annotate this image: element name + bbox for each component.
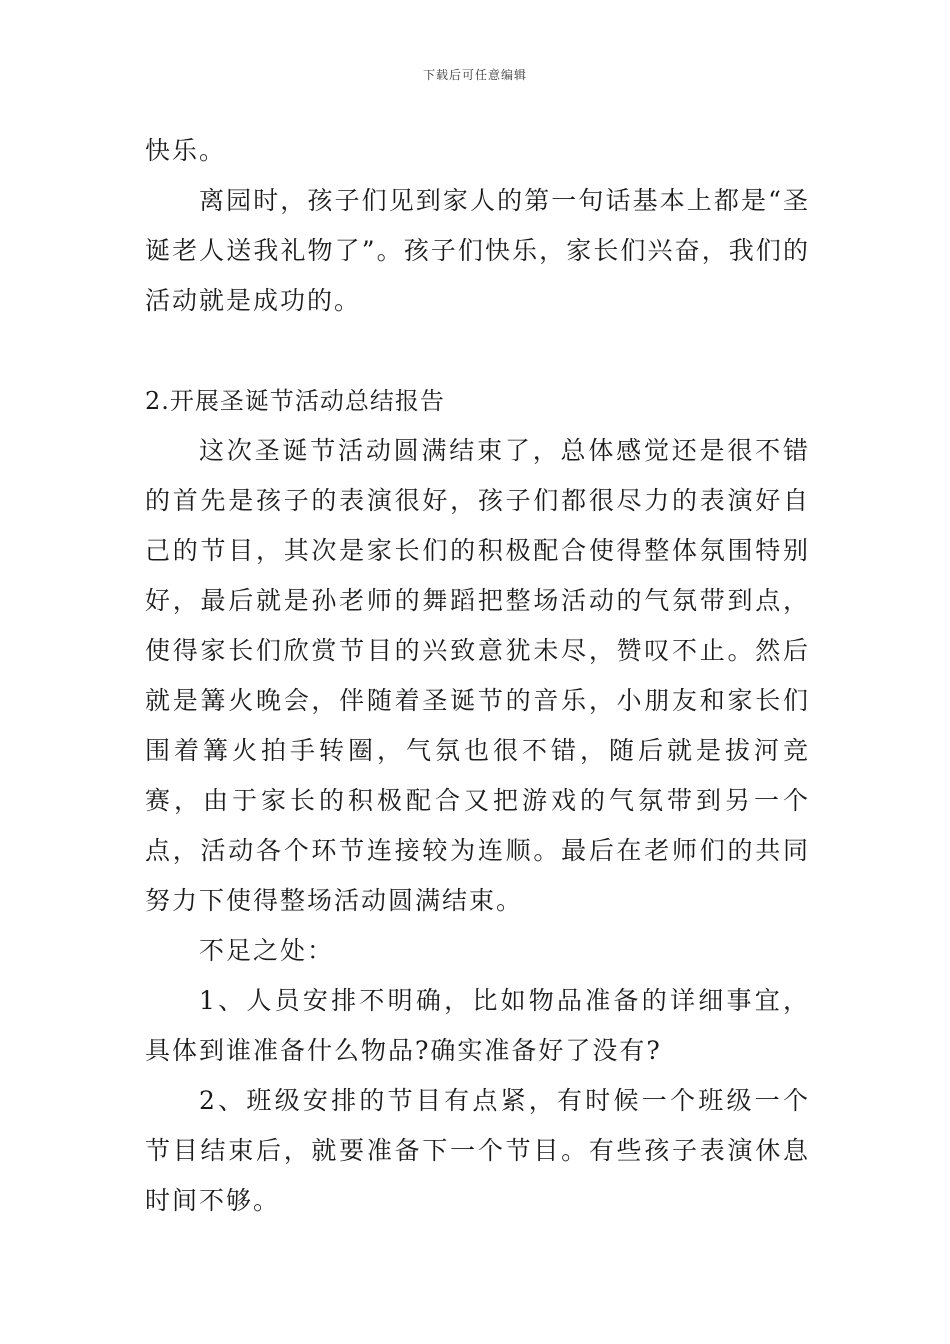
paragraph-summary: 这次圣诞节活动圆满结束了，总体感觉还是很不错的首先是孩子的表演很好，孩子们都很尽力的表演好自己的节目，其次是家长们的积极配合使得整体氛围特别好，最后就是孙老师的舞蹈把整场活动的气氛带到点，使得家长们欣赏节目的兴致意犹未尽，赞叹不止。然后就是篝火晚会，伴随着圣诞节的音乐，小朋友和家长们围着篝火拍手转圈，气氛也很不错，随后就是拔河竞赛，由于家长的积极配合又把游戏的气氛带到另一个点，活动各个环节连接较为连顺。最后在老师们的共同努力下使得整场活动圆满结束。	[145, 436, 810, 915]
section-heading: 2.开展圣诞节活动总结报告	[145, 387, 445, 415]
blank-line	[145, 326, 810, 376]
paragraph-leaving-kindergarten: 离园时，孩子们见到家人的第一句话基本上都是“圣诞老人送我礼物了”。孩子们快乐，家长们兴奋，我们的活动就是成功的。	[145, 186, 810, 315]
paragraph-continuation: 快乐。	[145, 136, 227, 165]
paragraph-shortcomings-title: 不足之处：	[199, 936, 335, 965]
paragraph-shortcoming-2: 2、班级安排的节目有点紧，有时候一个班级一个节目结束后，就要准备下一个节目。有些孩子表演休息时间不够。	[145, 1086, 810, 1215]
paragraph-shortcoming-1: 1、人员安排不明确，比如物品准备的详细事宜，具体到谁准备什么物品?确实准备好了没有?	[145, 986, 810, 1065]
document-body	[145, 126, 810, 1226]
page-header: 下载后可任意编辑	[422, 68, 527, 82]
